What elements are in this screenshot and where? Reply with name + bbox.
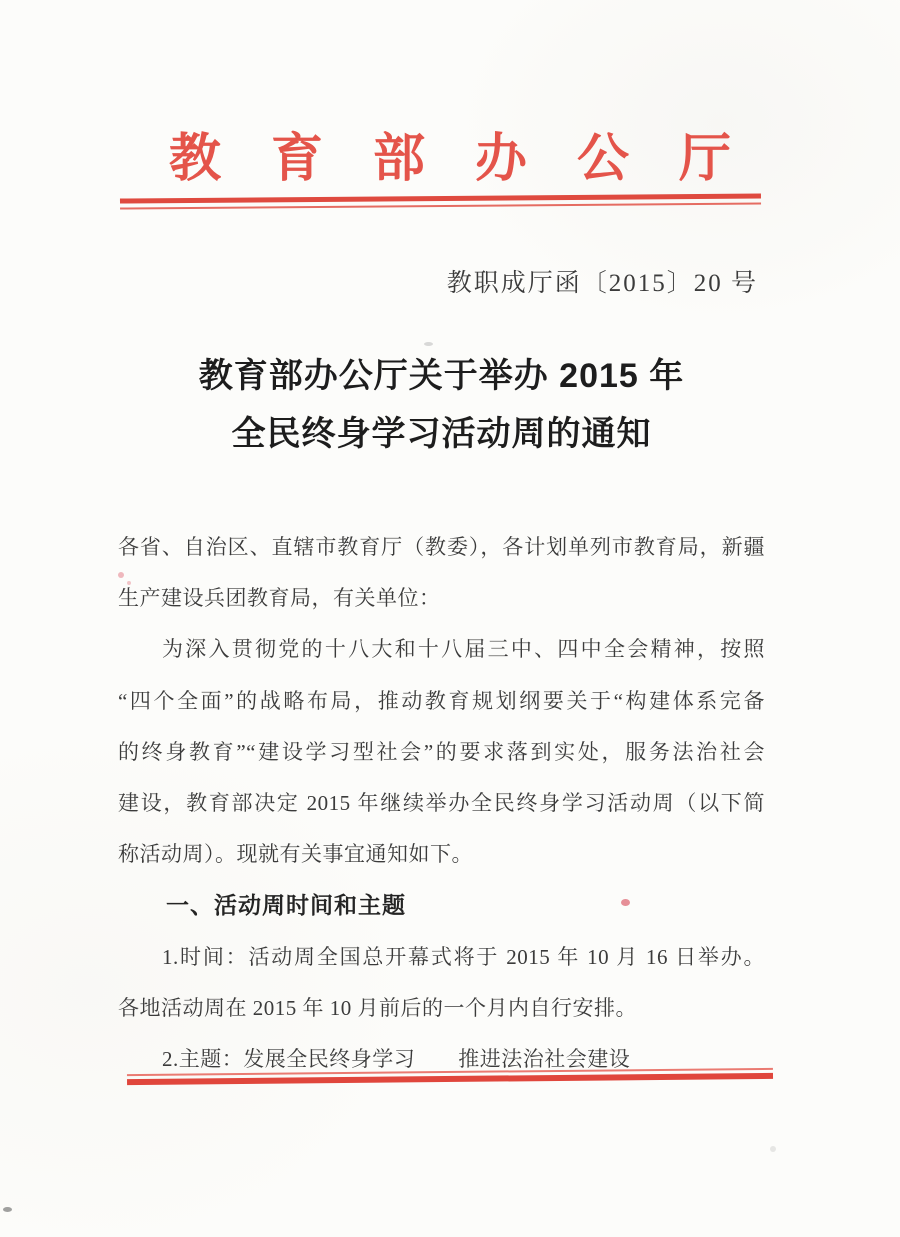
body-line: 称活动周）。现就有关事宜通知如下。 [118, 842, 473, 866]
scan-artifact-speck [770, 1146, 776, 1152]
body-line: 各地活动周在 2015 年 10 月前后的一个月内自行安排。 [118, 996, 637, 1020]
scan-artifact-speck [621, 899, 630, 906]
body-line: 建设，教育部决定 2015 年继续举办全民终身学习活动周（以下简 [118, 791, 765, 815]
document-number: 教职成厅函〔2015〕20 号 [446, 270, 758, 297]
body-line-salutation-1: 各省、自治区、直辖市教育厅（教委），各计划单列市教育局，新疆 [118, 535, 765, 559]
letterhead-agency-name: 教育部办公厅 [168, 131, 781, 188]
scan-artifact-speck [424, 342, 433, 346]
letterhead-separator-line [120, 193, 761, 209]
section-heading-1: 一、活动周时间和主题 [166, 892, 406, 918]
body-line: “四个全面”的战略布局，推动教育规划纲要关于“构建体系完备 [118, 689, 765, 713]
notice-title-line-2: 全民终身学习活动周的通知 [231, 415, 652, 453]
body-line-theme: 2.主题：发展全民终身学习 推进法治社会建设 [162, 1047, 631, 1071]
body-line-time: 1.时间：活动周全国总开幕式将于 2015 年 10 月 16 日举办。 [162, 945, 765, 969]
notice-title [118, 347, 765, 463]
scan-artifact-speck [127, 581, 131, 585]
scan-artifact-speck [3, 1207, 12, 1212]
body-line: 为深入贯彻党的十八大和十八届三中、四中全会精神，按照 [162, 637, 765, 661]
body-line: 的终身教育”“建设学习型社会”的要求落到实处，服务法治社会 [118, 740, 765, 764]
scan-artifact-speck [118, 572, 124, 578]
notice-title-line-1: 教育部办公厅关于举办 2015 年 [198, 357, 685, 395]
body-line-salutation-2: 生产建设兵团教育局，有关单位： [118, 586, 441, 610]
